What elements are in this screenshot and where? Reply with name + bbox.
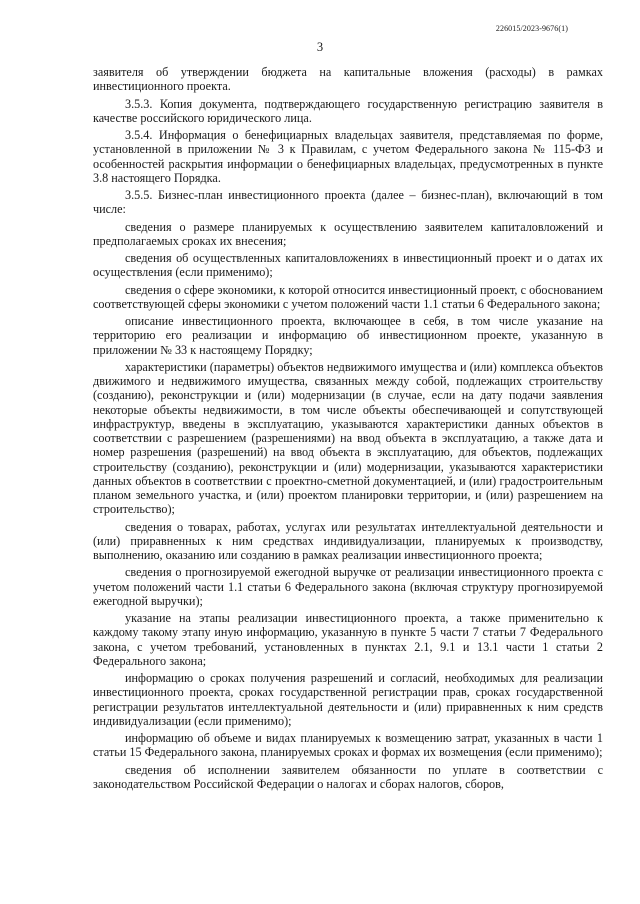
paragraph-continuation: заявителя об утверждении бюджета на капитальные вложения (расходы) в рамках инвестиционного проекта. <box>93 65 603 94</box>
list-item-project-description: описание инвестиционного проекта, включающее в себя, в том числе указание на территорию его реализации и информацию об инвестиционном проекте, указанную в приложении № 33 к настоящему Порядку; <box>93 314 603 357</box>
list-item-economy-sphere: сведения о сфере экономики, к которой относится инвестиционный проект, с обоснованием соответствующей сферы экономики с учетом положений части 1.1 статьи 6 Федерального закона; <box>93 282 603 311</box>
document-body <box>93 65 603 791</box>
list-item-goods-services: сведения о товарах, работах, услугах или результатах интеллектуальной деятельности и (или) приравненных к ним средствах индивидуализации, планируемых к производству, выполнению, оказанию или созданию в рамках реализации инвестиционного проекта; <box>93 519 603 562</box>
paragraph-3-5-4: 3.5.4. Информация о бенефициарных владельцах заявителя, представляемая по форме, установленной в приложении № 3 к Правилам, с учетом Федерального закона № 115-ФЗ и особенностей раскрытия информации о бенефициарных владельцах, предусмотренных в пункте 3.8 настоящего Порядка. <box>93 128 603 185</box>
paragraph-3-5-3: 3.5.3. Копия документа, подтверждающего государственную регистрацию заявителя в качестве российского юридического лица. <box>93 96 603 125</box>
list-item-permits-terms: информацию о сроках получения разрешений и согласий, необходимых для реализации инвестиционного проекта, сроках государственной регистрации прав, сроках государственной регистрации результатов интеллектуальной деятельности и (или) приравненных к ним средств индивидуализации (если применимо); <box>93 671 603 728</box>
page-number: 3 <box>316 40 324 54</box>
document-registration-number: 226015/2023-9676(1) <box>495 24 568 33</box>
list-item-investment-size: сведения о размере планируемых к осуществлению заявителем капиталовложений и предполагаемых сроках их внесения; <box>93 219 603 248</box>
list-item-investment-done: сведения об осуществленных капиталовложениях в инвестиционный проект и о датах их осуществления (если применимо); <box>93 251 603 280</box>
paragraph-3-5-5: 3.5.5. Бизнес-план инвестиционного проекта (далее – бизнес-план), включающий в том числе: <box>93 188 603 217</box>
list-item-object-characteristics: характеристики (параметры) объектов недвижимого имущества и (или) комплекса объектов движимого и недвижимого имущества, связанных между собой, подлежащих строительству (созданию), реконструкции и (или) модернизации (в случае, если на дату подачи заявления некоторые объекты недвижимости, в том числе объекты обеспечивающей и сопутствующей инфраструктур, введены в эксплуатацию, указываются характеристики данных объектов в соответствии с разрешением (разрешениями) на ввод объекта в эксплуатацию, а также дата и номер разрешения (разрешений) на ввод объекта в эксплуатацию, для объектов, подлежащих строительству (созданию), реконструкции и (или) модернизации, указываются характеристики данных объектов в соответствии с проектно-сметной документацией, и (или) градостроительным планом земельного участка, и (или) проектом планировки территории, и (или) разрешением на строительство); <box>93 359 603 517</box>
list-item-project-stages: указание на этапы реализации инвестиционного проекта, а также применительно к каждому такому этапу иную информацию, указанную в пункте 5 части 7 статьи 7 Федерального закона, с учетом требований, установленных в пунктах 2.1, 9.1 и 13.1 части 1 статьи 2 Федерального закона; <box>93 611 603 668</box>
list-item-cost-reimbursement: информацию об объеме и видах планируемых к возмещению затрат, указанных в части 1 статьи 15 Федерального закона, планируемых сроках и формах их возмещения (если применимо); <box>93 731 603 760</box>
list-item-tax-obligations: сведения об исполнении заявителем обязанности по уплате в соответствии с законодательством Российской Федерации о налогах и сборах налогов, сборов, <box>93 762 603 791</box>
list-item-revenue-forecast: сведения о прогнозируемой ежегодной выручке от реализации инвестиционного проекта с учетом положений части 1.1 статьи 6 Федерального закона (включая структуру прогнозируемой ежегодной выручки); <box>93 565 603 608</box>
